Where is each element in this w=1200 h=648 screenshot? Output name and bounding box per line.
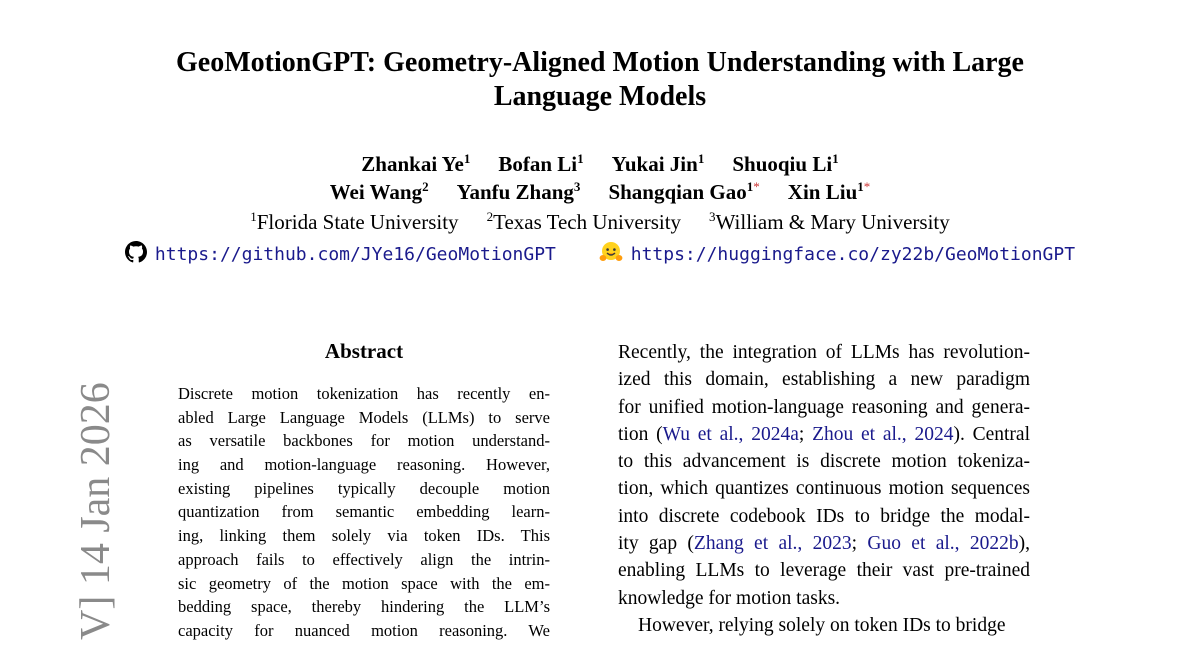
citation-link[interactable]: Guo et al., 2022b xyxy=(867,533,1019,555)
author-affiliation-mark: 1 xyxy=(746,178,754,194)
author-name-text: Bofan Li xyxy=(498,152,578,176)
abstract-line: abled Large Language Models (LLMs) to serve xyxy=(178,407,550,427)
title-line-2: Language Models xyxy=(493,81,707,112)
author-affiliation-mark: 1 xyxy=(463,150,471,166)
abstract-line: existing pipelines typically decouple motion xyxy=(178,478,550,498)
abstract-line: ing and motion-language reasoning. However, xyxy=(178,455,550,475)
affiliation xyxy=(709,208,950,236)
author-name xyxy=(361,150,470,178)
project-links xyxy=(0,241,1200,272)
introduction-column xyxy=(618,339,1030,639)
abstract-line: sic geometry of the motion space with the em- xyxy=(178,573,550,593)
paper-title xyxy=(0,46,1200,114)
corresponding-author-mark[interactable]: * xyxy=(863,178,871,194)
citation-link[interactable]: Wu et al., 2024a xyxy=(662,423,799,445)
intro-text: Recently, the integration of LLMs has revolution- xyxy=(618,342,1030,363)
abstract-heading: Abstract xyxy=(324,339,404,363)
affiliations xyxy=(0,208,1200,236)
affiliation xyxy=(250,208,458,236)
huggingface-url[interactable]: https://huggingface.co/zy22b/GeoMotionGPT xyxy=(630,244,1076,265)
github-link[interactable] xyxy=(125,241,556,272)
intro-text: knowledge for motion tasks. xyxy=(618,587,841,609)
abstract-line: ing, linking them solely via token IDs. This xyxy=(178,526,550,546)
intro-line xyxy=(618,366,1030,393)
affiliation-name: Texas Tech University xyxy=(493,210,682,234)
affiliation-name: William & Mary University xyxy=(715,210,950,234)
abstract-line: quantization from semantic embedding learn- xyxy=(178,502,550,522)
author-name-text: Shuoqiu Li xyxy=(732,152,833,176)
author-name-text: Yanfu Zhang xyxy=(456,180,574,204)
author-affiliation-mark: 1 xyxy=(577,150,584,166)
intro-text: tion ( xyxy=(618,423,663,445)
intro-paragraph-1 xyxy=(618,339,1030,612)
abstract-line: bedding space, thereby hindering the LLM’s xyxy=(178,597,550,617)
intro-text: ; xyxy=(798,423,813,445)
intro-line xyxy=(618,339,1030,366)
author-affiliation-mark: 2 xyxy=(422,178,429,194)
intro-line xyxy=(618,503,1030,530)
author-name xyxy=(612,150,705,178)
huggingface-link[interactable] xyxy=(599,241,1075,272)
arxiv-sidebar xyxy=(27,382,119,648)
citation-link[interactable]: Zhou et al., 2024 xyxy=(812,423,954,445)
intro-line xyxy=(618,448,1030,475)
affiliation-mark: 1 xyxy=(250,208,257,224)
affiliation-mark: 2 xyxy=(486,208,494,224)
huggingface-icon xyxy=(599,241,623,272)
affiliation-name: Florida State University xyxy=(256,210,459,234)
abstract-line: as versatile backbones for motion understand- xyxy=(178,431,550,451)
author-list xyxy=(0,150,1200,206)
intro-text: enabling LLMs to leverage their vast pre-trained xyxy=(618,560,1030,582)
abstract-line: approach fails to effectively align the intrin- xyxy=(178,549,550,569)
intro-line xyxy=(618,421,1030,448)
affiliation-mark: 3 xyxy=(709,208,716,224)
author-row-2 xyxy=(0,178,1200,206)
intro-text: to this advancement is discrete motion tokeniza- xyxy=(618,451,1030,473)
author-affiliation-mark: 1 xyxy=(857,178,864,194)
author-affiliation-mark: 3 xyxy=(573,178,581,194)
arxiv-sidebar-text: V] 14 Jan 2026 xyxy=(73,382,119,640)
intro-text: ized this domain, establishing a new paradigm xyxy=(618,369,1030,391)
citation-link[interactable]: Zhang et al., 2023 xyxy=(693,533,852,555)
corresponding-author-mark[interactable]: * xyxy=(753,178,760,194)
intro-text: ; xyxy=(851,533,868,555)
author-name xyxy=(330,178,429,206)
intro-line xyxy=(618,530,1030,557)
title-line-1: GeoMotionGPT: Geometry-Aligned Motion Understanding with Large xyxy=(176,47,1024,78)
intro-text: ity gap ( xyxy=(618,533,694,555)
author-row-1 xyxy=(0,150,1200,178)
author-name-text: Xin Liu xyxy=(787,180,858,204)
intro-text: ), xyxy=(1018,533,1030,555)
author-name xyxy=(457,178,581,206)
author-name xyxy=(498,150,583,178)
author-name xyxy=(732,150,838,178)
intro-line xyxy=(618,475,1030,502)
intro-paragraph-2-line: However, relying solely on token IDs to bridge xyxy=(638,614,1006,636)
github-url[interactable]: https://github.com/JYe16/GeoMotionGPT xyxy=(154,244,556,265)
intro-text: ). Central xyxy=(953,423,1030,445)
author-affiliation-mark: 1 xyxy=(832,150,839,166)
author-name-text: Zhankai Ye xyxy=(361,152,464,176)
affiliation xyxy=(487,208,681,236)
intro-text: tion, which quantizes continuous motion sequences xyxy=(618,478,1030,500)
intro-line xyxy=(618,557,1030,584)
intro-text: into discrete codebook IDs to bridge the modal- xyxy=(618,505,1030,527)
abstract-line: capacity for nuanced motion reasoning. We xyxy=(178,620,550,640)
author-affiliation-mark: 1 xyxy=(697,150,705,166)
author-name xyxy=(788,178,870,206)
author-name-text: Yukai Jin xyxy=(611,152,698,176)
github-icon xyxy=(125,241,147,272)
intro-text: for unified motion-language reasoning and genera- xyxy=(618,396,1030,418)
intro-line xyxy=(618,585,1030,612)
author-name-text: Shangqian Gao xyxy=(608,180,747,204)
author-name xyxy=(608,178,759,206)
author-name-text: Wei Wang xyxy=(329,180,423,204)
intro-line xyxy=(618,394,1030,421)
abstract-body xyxy=(178,382,550,643)
abstract-line: Discrete motion tokenization has recently en- xyxy=(178,384,550,403)
